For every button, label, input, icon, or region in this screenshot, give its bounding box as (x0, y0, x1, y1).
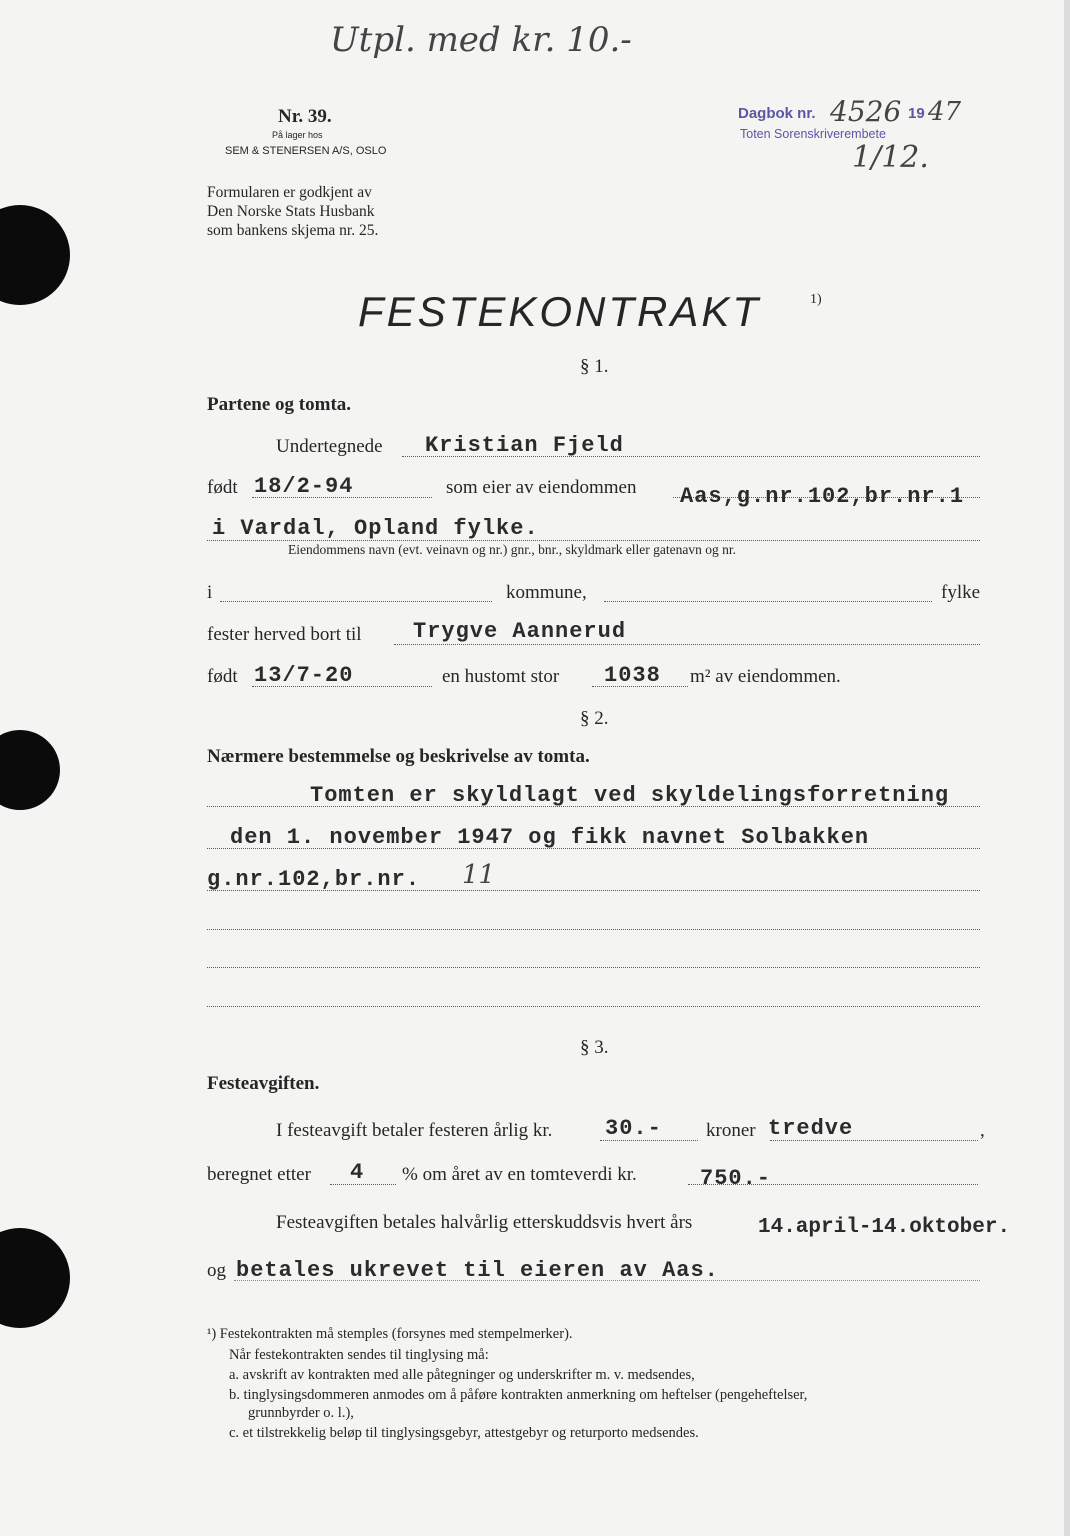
title-footnote-mark: 1) (810, 292, 822, 307)
form-number: Nr. 39. (278, 106, 332, 127)
fodt-label: født (207, 477, 238, 498)
beregnet-value: 4 (350, 1160, 365, 1185)
beregnet-label: beregnet etter (207, 1164, 311, 1185)
section-1-heading: § 1. (580, 356, 609, 377)
eier-label: som eier av eiendommen (446, 477, 637, 498)
fodt2-value: 13/7-20 (254, 663, 354, 688)
kroner-value: tredve (768, 1116, 854, 1141)
punch-hole-bottom (0, 1228, 70, 1328)
section-2-heading: § 2. (580, 708, 609, 729)
footnote-6: c. et tilstrekkelig beløp til tinglysingsgebyr, attestgebyr og returporto medsendes. (229, 1425, 699, 1441)
beskrivelse-line-3-value: g.nr.102,br.nr. (207, 867, 421, 892)
kommune-line (220, 601, 492, 602)
hustomt-label: en hustomt stor (442, 666, 560, 687)
hustomt-value: 1038 (604, 663, 661, 688)
betales-value: 14.april-14.oktober. (758, 1216, 1011, 1239)
beskrivelse-line-4 (207, 929, 980, 930)
footnote-2: Når festekontrakten sendes til tinglysing må: (229, 1347, 489, 1363)
footnote-1: ¹) Festekontrakten må stemples (forsynes med stempelmerker). (207, 1326, 573, 1342)
percent-label: % om året av en tomteverdi kr. (402, 1164, 637, 1185)
punch-hole-top (0, 205, 70, 305)
fodt-value: 18/2-94 (254, 474, 354, 499)
eiendom-line-2-value: i Vardal, Opland fylke. (212, 516, 539, 541)
avgift-label: I festeavgift betaler festeren årlig kr. (276, 1120, 553, 1141)
fester-line (394, 644, 980, 645)
form-stock-line: På lager hos (272, 130, 323, 140)
approval-line-3: som bankens skjema nr. 25. (207, 222, 379, 239)
beskrivelse-line-6 (207, 1006, 980, 1007)
stamp-dagbok-label: Dagbok nr. (738, 105, 816, 122)
dagbok-number: 4526 (830, 95, 902, 128)
kommune-label: kommune, (506, 582, 587, 603)
stamp-year-prefix: 19 (908, 105, 925, 122)
beskrivelse-line-2-value: den 1. november 1947 og fikk navnet Solbakken (230, 825, 870, 850)
approval-line-2: Den Norske Stats Husbank (207, 203, 375, 220)
punch-hole-middle (0, 730, 60, 810)
section-3-heading: § 3. (580, 1037, 609, 1058)
og-label: og (207, 1260, 226, 1281)
kroner-label: kroner (706, 1120, 756, 1141)
og-value: betales ukrevet til eieren av Aas. (236, 1258, 719, 1283)
dagbok-date: 1/12. (852, 140, 929, 175)
page-right-edge (1064, 0, 1070, 1536)
section-1-subheading: Partene og tomta. (207, 394, 352, 415)
fester-value: Trygve Aannerud (413, 619, 627, 644)
stamp-court-name: Toten Sorenskriverembete (740, 127, 886, 141)
undertegnede-value: Kristian Fjeld (425, 433, 624, 458)
fester-label: fester herved bort til (207, 624, 362, 645)
form-publisher: SEM & STENERSEN A/S, OSLO (225, 145, 387, 157)
undertegnede-label: Undertegnede (276, 436, 383, 457)
tomteverdi-value: 750.- (700, 1166, 772, 1191)
beskrivelse-line-1-value: Tomten er skyldlagt ved skyldelingsforretning (310, 783, 950, 808)
lot-number-handwritten: 11 (462, 860, 496, 890)
section-2-subheading: Nærmere bestemmelse og beskrivelse av tomta. (207, 746, 590, 767)
hustomt-unit: m² av eiendommen. (690, 666, 841, 687)
footnote-3: a. avskrift av kontrakten med alle påtegninger og underskrifter m. v. medsendes, (229, 1367, 695, 1383)
handwritten-top-note: Utpl. med kr. 10.- (330, 20, 632, 60)
fodt2-label: født (207, 666, 238, 687)
dagbok-year: 47 (928, 97, 962, 127)
fylke-line (604, 601, 932, 602)
section-3-subheading: Festeavgiften. (207, 1073, 320, 1094)
fylke-label: fylke (941, 582, 981, 603)
eiendom-caption: Eiendommens navn (evt. veinavn og nr.) gnr., bnr., skyldmark eller gatenavn og nr. (288, 542, 737, 557)
approval-line-1: Formularen er godkjent av (207, 184, 372, 201)
betales-label: Festeavgiften betales halvårlig etterskuddsvis hvert års (276, 1212, 693, 1233)
kroner-comma: , (980, 1120, 985, 1141)
eier-value: Aas,g.nr.102,br.nr.1 (680, 484, 965, 509)
footnote-5: grunnbyrder o. l.), (248, 1405, 354, 1421)
avgift-value: 30.- (605, 1116, 662, 1141)
document-title: FESTEKONTRAKT (358, 288, 762, 335)
i-label: i (207, 582, 213, 603)
beskrivelse-line-5 (207, 967, 980, 968)
footnote-4: b. tinglysingsdommeren anmodes om å påføre kontrakten anmerkning om heftelser (pengeheftelser, (229, 1387, 808, 1403)
